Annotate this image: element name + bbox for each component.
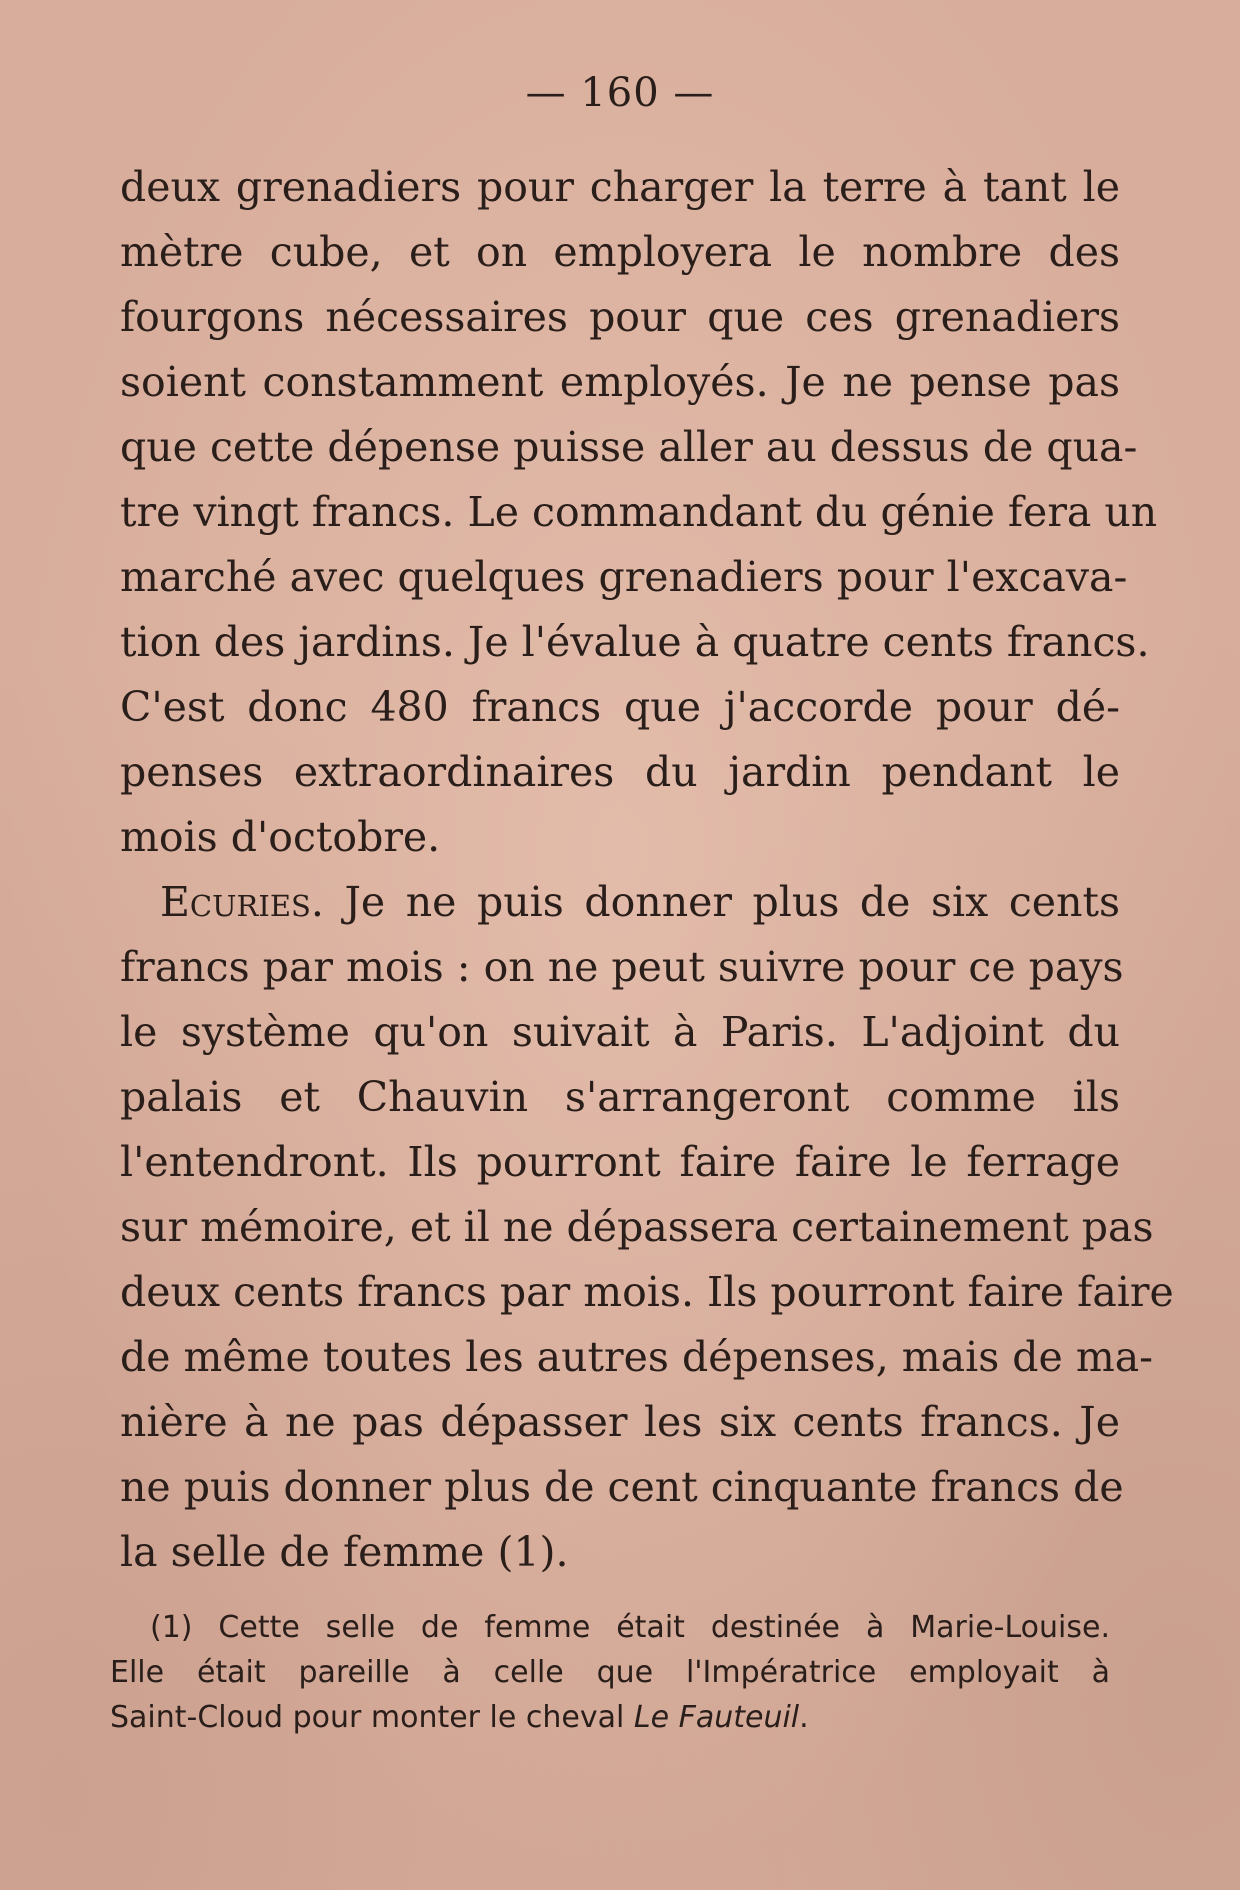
text-fragment: . [799,1700,809,1735]
horse-name: Le Fauteuil [633,1700,800,1735]
page-number: — 160 — [525,70,715,116]
text-line: deux grenadiers pour charger la terre à tant le [120,163,1120,211]
text-line: ne puis donner plus de cent cinquante francs de [120,1463,1124,1511]
text-line: deux cents francs par mois. Ils pourront faire faire [120,1268,1174,1316]
text-line: sur mémoire, et il ne dépassera certainement pas [120,1203,1154,1251]
text-line: le système qu'on suivait à Paris. L'adjoint du [120,1008,1120,1056]
section-heading-ecuries: Ecuries. [160,878,324,926]
text-line: de même toutes les autres dépenses, mais de ma- [120,1333,1154,1381]
paragraph-ecuries-first-line [120,870,1120,935]
text-line: marché avec quelques grenadiers pour l'excava- [120,553,1128,601]
text-line: penses extraordinaires du jardin pendant le [120,748,1120,796]
text-line: C'est donc 480 francs que j'accorde pour dé- [120,683,1120,731]
text-fragment: Je ne puis donner plus de six cents [323,878,1120,926]
text-line: mètre cube, et on employera le nombre des [120,228,1120,276]
text-line: fourgons nécessaires pour que ces grenadiers [120,293,1120,341]
footnote [110,1605,1110,1740]
text-line: tre vingt francs. Le commandant du génie fera un [120,488,1158,536]
footnote-line: (1) Cette selle de femme était destinée à Marie-Louise. [150,1610,1110,1645]
text-line: nière à ne pas dépasser les six cents francs. Je [120,1398,1120,1446]
text-line: mois d'octobre. [120,813,441,861]
text-line: l'entendront. Ils pourront faire faire le ferrage [120,1138,1120,1186]
footnote-line [110,1695,1110,1740]
text-fragment: Saint-Cloud pour monter le cheval [110,1700,634,1735]
body-text [120,155,1174,1585]
text-line: la selle de femme (1). [120,1528,569,1576]
footnote-line: Elle était pareille à celle que l'Impératrice employait à [110,1655,1110,1690]
text-line: soient constamment employés. Je ne pense pas [120,358,1120,406]
text-line: palais et Chauvin s'arrangeront comme ils [120,1073,1120,1121]
text-line: francs par mois : on ne peut suivre pour ce pays [120,943,1124,991]
text-line: que cette dépense puisse aller au dessus de qua- [120,423,1138,471]
text-line: tion des jardins. Je l'évalue à quatre cents francs. [120,618,1150,666]
